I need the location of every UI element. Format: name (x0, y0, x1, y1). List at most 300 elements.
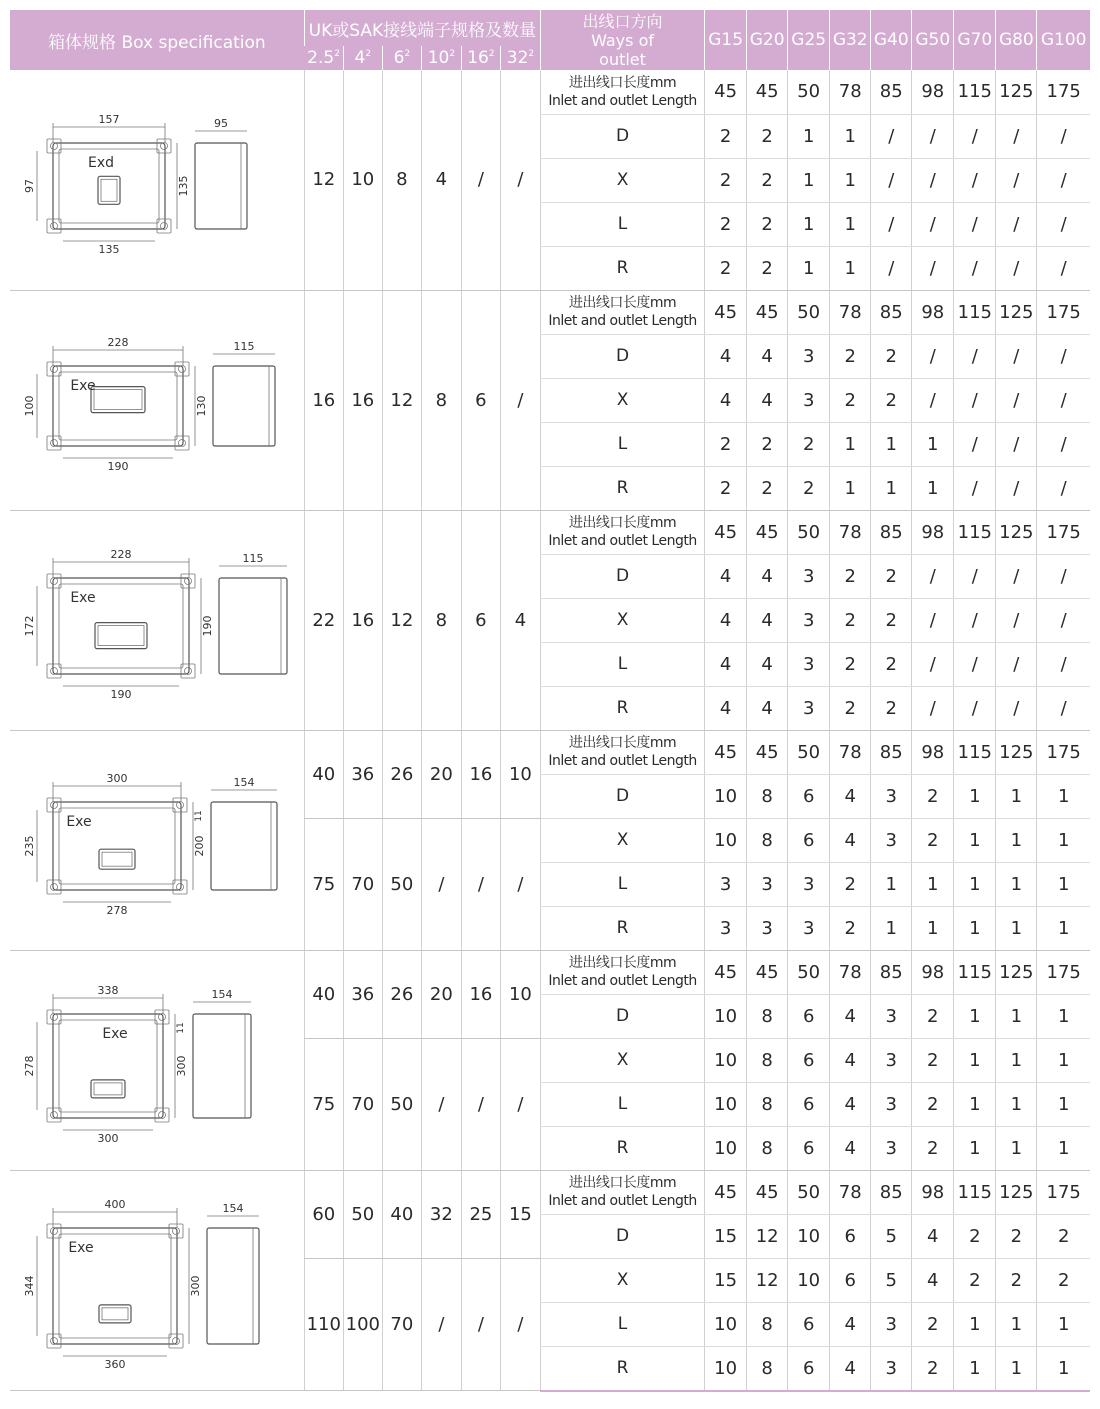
outlet-count: 2 (871, 554, 912, 598)
length-value: 175 (1037, 70, 1090, 114)
outlet-count: 1 (1037, 1346, 1090, 1391)
outlet-direction: X (540, 378, 704, 422)
outlet-count: / (996, 246, 1037, 290)
outlet-count: 2 (705, 466, 747, 510)
box-drawing-cell (10, 1170, 304, 1391)
outlet-count: 1 (788, 158, 830, 202)
header-gland: G40 (871, 10, 912, 70)
outlet-count: / (871, 114, 912, 158)
terminal-qty: 20 (421, 950, 461, 1038)
outlet-count: / (954, 246, 996, 290)
terminal-qty: / (421, 1258, 461, 1391)
outlet-count: 6 (788, 818, 830, 862)
outlet-count: 2 (954, 1214, 996, 1258)
terminal-qty: 50 (382, 1038, 421, 1170)
outlet-count: 2 (788, 422, 830, 466)
outlet-count: 8 (747, 1082, 788, 1126)
outlet-count: 1 (1037, 906, 1090, 950)
outlet-count: / (912, 114, 954, 158)
terminal-qty: 40 (382, 1170, 421, 1258)
outlet-count: / (996, 378, 1037, 422)
outlet-count: 2 (996, 1258, 1037, 1302)
outlet-count: 1 (996, 862, 1037, 906)
outlet-count: 2 (705, 158, 747, 202)
dim-label-left: 344 (22, 1275, 36, 1297)
header-outlet-cn: 出线口方向 (582, 11, 663, 31)
outlet-count: 4 (705, 334, 747, 378)
terminal-qty: 22 (304, 510, 343, 730)
outlet-count: 5 (871, 1214, 912, 1258)
outlet-count: / (954, 158, 996, 202)
dim-label-top: 300 (106, 772, 128, 785)
outlet-direction: R (540, 686, 704, 730)
ex-marking-label: Exe (66, 814, 92, 830)
terminal-qty: 75 (304, 1038, 343, 1170)
header-gland: G20 (747, 10, 788, 70)
outlet-count: 2 (747, 158, 788, 202)
dim-label-right: 135 (176, 175, 190, 197)
outlet-count: 4 (747, 598, 788, 642)
outlet-count: 1 (954, 1126, 996, 1170)
outlet-count: 3 (788, 378, 830, 422)
outlet-count: 3 (705, 862, 747, 906)
outlet-count: 1 (912, 466, 954, 510)
switch-window (95, 623, 147, 649)
outlet-count: / (996, 466, 1037, 510)
outlet-count: 4 (705, 554, 747, 598)
outlet-direction: X (540, 1038, 704, 1082)
outlet-count: 1 (996, 1346, 1037, 1391)
outlet-count: / (1037, 422, 1090, 466)
dim-label-bottom: 360 (104, 1358, 126, 1372)
outlet-count: 3 (871, 1302, 912, 1346)
length-value: 78 (830, 290, 871, 334)
terminal-qty: 6 (461, 290, 500, 510)
length-value: 175 (1037, 730, 1090, 774)
length-value: 45 (705, 290, 747, 334)
length-value: 115 (954, 290, 996, 334)
dim-label-bottom: 300 (97, 1132, 119, 1145)
outlet-count: 3 (788, 598, 830, 642)
outlet-count: 2 (871, 378, 912, 422)
outlet-count: / (1037, 598, 1090, 642)
switch-window (91, 387, 145, 413)
outlet-count: 1 (1037, 1302, 1090, 1346)
outlet-direction: X (540, 1258, 704, 1302)
header-gland: G50 (912, 10, 954, 70)
header-outlet-en2: outlet (599, 49, 646, 69)
outlet-count: 2 (1037, 1258, 1090, 1302)
outlet-direction: L (540, 642, 704, 686)
length-label (540, 70, 704, 114)
length-value: 175 (1037, 950, 1090, 994)
terminal-qty: 75 (304, 818, 343, 950)
outlet-count: 2 (747, 246, 788, 290)
terminal-qty: 12 (382, 290, 421, 510)
outlet-count: / (996, 334, 1037, 378)
outlet-count: 3 (788, 554, 830, 598)
outlet-count: 3 (788, 686, 830, 730)
length-value: 115 (954, 950, 996, 994)
dim-label-top: 228 (110, 548, 132, 561)
header-terminal-size: $2.5^2$ (304, 46, 343, 70)
enclosure-drawing (17, 80, 297, 280)
outlet-direction: R (540, 906, 704, 950)
side-view-outline (219, 578, 287, 674)
outlet-count: / (1037, 642, 1090, 686)
outlet-count: 6 (830, 1214, 871, 1258)
length-label (540, 290, 704, 334)
terminal-qty: 8 (421, 290, 461, 510)
header-gland: G100 (1037, 10, 1090, 70)
outlet-count: 4 (747, 334, 788, 378)
outlet-count: 2 (747, 202, 788, 246)
dim-label-bottom: 135 (98, 242, 120, 256)
outlet-count: / (912, 554, 954, 598)
outlet-count: / (996, 114, 1037, 158)
terminal-qty: 25 (461, 1170, 500, 1258)
table-row (10, 730, 1090, 774)
outlet-count: 8 (747, 818, 788, 862)
outlet-count: / (912, 686, 954, 730)
table-row (10, 510, 1090, 554)
dim-label-side: 154 (233, 776, 255, 789)
length-value: 78 (830, 1170, 871, 1214)
spec-table (10, 10, 1090, 1392)
terminal-qty: 36 (343, 730, 382, 818)
terminal-qty: 26 (382, 730, 421, 818)
enclosure-drawing (17, 960, 297, 1160)
terminal-qty: 50 (343, 1170, 382, 1258)
header-terminal-size: $4^2$ (343, 46, 382, 70)
terminal-qty: 10 (500, 730, 540, 818)
length-label-cn: 进出线口长度mm (568, 295, 677, 311)
length-value: 45 (747, 950, 788, 994)
length-label-en: Inlet and outlet Length (548, 753, 697, 769)
terminal-qty: 15 (500, 1170, 540, 1258)
outlet-count: 2 (871, 642, 912, 686)
header-terminal-title: UK或SAK接线端子规格及数量 (304, 10, 540, 46)
dim-label-side: 115 (233, 340, 255, 353)
terminal-qty: / (421, 818, 461, 950)
outlet-count: 8 (747, 774, 788, 818)
dim-label-side: 154 (211, 988, 233, 1001)
outlet-count: 15 (705, 1258, 747, 1302)
outlet-count: / (954, 114, 996, 158)
terminal-qty: 32 (421, 1170, 461, 1258)
outlet-count: / (996, 554, 1037, 598)
outlet-count: / (954, 378, 996, 422)
outlet-count: 4 (747, 686, 788, 730)
header-gland: G70 (954, 10, 996, 70)
terminal-qty: 4 (500, 510, 540, 730)
dim-label-right: 200 (192, 835, 206, 857)
outlet-count: 3 (871, 774, 912, 818)
length-value: 45 (747, 510, 788, 554)
dim-label-right: 300 (174, 1055, 188, 1077)
outlet-count: / (954, 686, 996, 730)
outlet-count: 1 (912, 422, 954, 466)
outlet-count: 2 (830, 334, 871, 378)
terminal-qty: 20 (421, 730, 461, 818)
header-outlet-en: Ways of (591, 30, 654, 50)
outlet-count: / (1037, 554, 1090, 598)
switch-window-inner (94, 1083, 122, 1095)
outlet-count: / (912, 158, 954, 202)
length-value: 45 (747, 730, 788, 774)
outlet-count: 4 (830, 1038, 871, 1082)
terminal-qty: 40 (304, 730, 343, 818)
outlet-count: 3 (871, 818, 912, 862)
outlet-count: 1 (830, 246, 871, 290)
length-label-en: Inlet and outlet Length (548, 313, 697, 329)
outlet-count: 1 (871, 466, 912, 510)
terminal-qty: 4 (421, 70, 461, 290)
side-view-outline (211, 802, 277, 890)
outlet-count: 4 (830, 994, 871, 1038)
outlet-count: 1 (954, 818, 996, 862)
length-value: 45 (747, 1170, 788, 1214)
outlet-count: 2 (954, 1258, 996, 1302)
header-box-spec: 箱体规格 Box specification (10, 10, 304, 70)
outlet-count: 2 (912, 1302, 954, 1346)
outlet-count: / (1037, 466, 1090, 510)
outlet-count: 1 (954, 1082, 996, 1126)
dim-label-left: 278 (22, 1055, 36, 1077)
outlet-count: 4 (705, 686, 747, 730)
length-label-cn: 进出线口长度mm (568, 1175, 677, 1191)
outlet-count: / (996, 686, 1037, 730)
outlet-count: 1 (996, 1082, 1037, 1126)
dim-label-left: 100 (22, 395, 36, 417)
outlet-count: 3 (747, 906, 788, 950)
length-value: 78 (830, 510, 871, 554)
ex-marking-label: Exe (68, 1240, 94, 1257)
outlet-count: 10 (705, 818, 747, 862)
outlet-count: 12 (747, 1258, 788, 1302)
length-value: 45 (705, 950, 747, 994)
outlet-count: / (954, 466, 996, 510)
header-gland: G80 (996, 10, 1037, 70)
length-value: 45 (747, 70, 788, 114)
length-value: 115 (954, 1170, 996, 1214)
length-value: 78 (830, 70, 871, 114)
outlet-count: 3 (871, 1126, 912, 1170)
header-terminal-size: $32^2$ (500, 46, 540, 70)
dim-label-bottom: 278 (106, 904, 128, 917)
switch-window-inner (101, 179, 117, 201)
box-drawing-cell (10, 730, 304, 950)
switch-window-inner (102, 852, 132, 866)
outlet-count: 1 (996, 818, 1037, 862)
terminal-qty: / (500, 70, 540, 290)
length-label (540, 730, 704, 774)
length-value: 115 (954, 510, 996, 554)
outlet-count: 10 (705, 1082, 747, 1126)
terminal-qty: 6 (461, 510, 500, 730)
outlet-count: 2 (830, 686, 871, 730)
outlet-count: 6 (788, 1302, 830, 1346)
header-gland: G25 (788, 10, 830, 70)
length-value: 125 (996, 290, 1037, 334)
terminal-qty: / (500, 1038, 540, 1170)
outlet-count: / (954, 422, 996, 466)
outlet-count: 2 (830, 906, 871, 950)
header-terminal-size: $6^2$ (382, 46, 421, 70)
outlet-direction: L (540, 422, 704, 466)
outlet-count: 1 (996, 1038, 1037, 1082)
dim-label-right: 190 (200, 615, 214, 637)
outlet-count: 5 (871, 1258, 912, 1302)
header-gland: G15 (705, 10, 747, 70)
outlet-count: 2 (912, 994, 954, 1038)
length-value: 175 (1037, 510, 1090, 554)
outlet-direction: D (540, 554, 704, 598)
length-value: 115 (954, 70, 996, 114)
length-value: 85 (871, 730, 912, 774)
outlet-count: 2 (705, 202, 747, 246)
outlet-count: 4 (747, 642, 788, 686)
length-value: 50 (788, 510, 830, 554)
length-value: 50 (788, 1170, 830, 1214)
outlet-count: 2 (747, 114, 788, 158)
terminal-qty: 10 (343, 70, 382, 290)
outlet-count: / (996, 202, 1037, 246)
terminal-qty: / (461, 1038, 500, 1170)
outlet-direction: L (540, 1082, 704, 1126)
dim-label-small: 11 (175, 1022, 186, 1034)
length-value: 175 (1037, 290, 1090, 334)
outlet-count: 4 (830, 818, 871, 862)
outlet-count: 2 (747, 466, 788, 510)
outlet-count: 1 (1037, 862, 1090, 906)
terminal-qty: 36 (343, 950, 382, 1038)
outlet-count: 4 (830, 1302, 871, 1346)
outlet-count: 2 (747, 422, 788, 466)
terminal-qty: 16 (304, 290, 343, 510)
outlet-count: 8 (747, 1126, 788, 1170)
outlet-count: 4 (912, 1258, 954, 1302)
outlet-direction: L (540, 862, 704, 906)
outlet-count: / (912, 202, 954, 246)
table-row (10, 70, 1090, 114)
outlet-count: 4 (912, 1214, 954, 1258)
length-value: 85 (871, 1170, 912, 1214)
outlet-count: 1 (912, 906, 954, 950)
outlet-count: 2 (871, 334, 912, 378)
dim-label-right: 130 (194, 395, 208, 417)
outlet-count: 10 (705, 1302, 747, 1346)
outlet-count: 2 (830, 554, 871, 598)
outlet-count: 6 (788, 1126, 830, 1170)
outlet-count: 3 (788, 862, 830, 906)
outlet-count: 1 (954, 906, 996, 950)
length-value: 45 (705, 730, 747, 774)
dim-label-side: 95 (213, 116, 228, 130)
length-value: 115 (954, 730, 996, 774)
ex-marking-label: Exe (70, 590, 96, 606)
outlet-count: 1 (871, 862, 912, 906)
length-value: 78 (830, 730, 871, 774)
outlet-direction: D (540, 1214, 704, 1258)
outlet-count: 2 (705, 422, 747, 466)
outlet-count: 2 (912, 774, 954, 818)
dim-label-left: 235 (22, 835, 36, 857)
length-value: 78 (830, 950, 871, 994)
outlet-count: / (871, 158, 912, 202)
outlet-count: 1 (912, 862, 954, 906)
terminal-qty: 110 (304, 1258, 343, 1391)
outlet-count: / (954, 554, 996, 598)
outlet-count: / (1037, 378, 1090, 422)
length-value: 50 (788, 290, 830, 334)
outlet-count: 1 (996, 774, 1037, 818)
outlet-count: 2 (912, 1082, 954, 1126)
length-value: 85 (871, 290, 912, 334)
outlet-count: 10 (705, 1346, 747, 1391)
outlet-count: / (996, 642, 1037, 686)
outlet-count: 4 (830, 1346, 871, 1391)
enclosure-drawing (17, 740, 297, 940)
outlet-count: 1 (830, 202, 871, 246)
enclosure-drawing (17, 520, 297, 720)
terminal-qty: 8 (421, 510, 461, 730)
outlet-count: 4 (705, 642, 747, 686)
outlet-count: 10 (788, 1214, 830, 1258)
outlet-count: / (912, 334, 954, 378)
outlet-count: / (871, 246, 912, 290)
outlet-count: 2 (912, 818, 954, 862)
dim-label-left: 172 (22, 615, 36, 637)
outlet-count: 4 (705, 598, 747, 642)
outlet-count: 6 (788, 1082, 830, 1126)
outlet-count: 8 (747, 1038, 788, 1082)
terminal-qty: / (500, 290, 540, 510)
outlet-count: 1 (996, 1302, 1037, 1346)
length-value: 45 (705, 70, 747, 114)
outlet-count: 3 (871, 994, 912, 1038)
outlet-direction: R (540, 246, 704, 290)
side-view-outline (193, 1014, 251, 1118)
outlet-count: / (912, 246, 954, 290)
outlet-count: 1 (954, 1346, 996, 1391)
outlet-count: 2 (705, 246, 747, 290)
outlet-count: 6 (788, 774, 830, 818)
outlet-count: 1 (830, 422, 871, 466)
outlet-count: 10 (705, 774, 747, 818)
side-view-outline (207, 1228, 259, 1344)
dim-label-side: 115 (242, 552, 264, 565)
length-label (540, 510, 704, 554)
outlet-count: 2 (705, 114, 747, 158)
outlet-count: 6 (788, 1346, 830, 1391)
outlet-count: 1 (996, 1126, 1037, 1170)
outlet-count: 1 (788, 246, 830, 290)
terminal-qty: 16 (343, 290, 382, 510)
length-label-en: Inlet and outlet Length (548, 973, 697, 989)
outlet-count: / (954, 202, 996, 246)
dim-label-bottom: 190 (110, 688, 132, 701)
length-label-en: Inlet and outlet Length (548, 533, 697, 549)
outlet-count: 3 (788, 906, 830, 950)
header-gland: G32 (830, 10, 871, 70)
table-row (10, 290, 1090, 334)
outlet-count: 1 (830, 466, 871, 510)
outlet-direction: L (540, 202, 704, 246)
outlet-count: 3 (747, 862, 788, 906)
length-value: 98 (912, 510, 954, 554)
dim-label-right: 300 (188, 1275, 202, 1297)
